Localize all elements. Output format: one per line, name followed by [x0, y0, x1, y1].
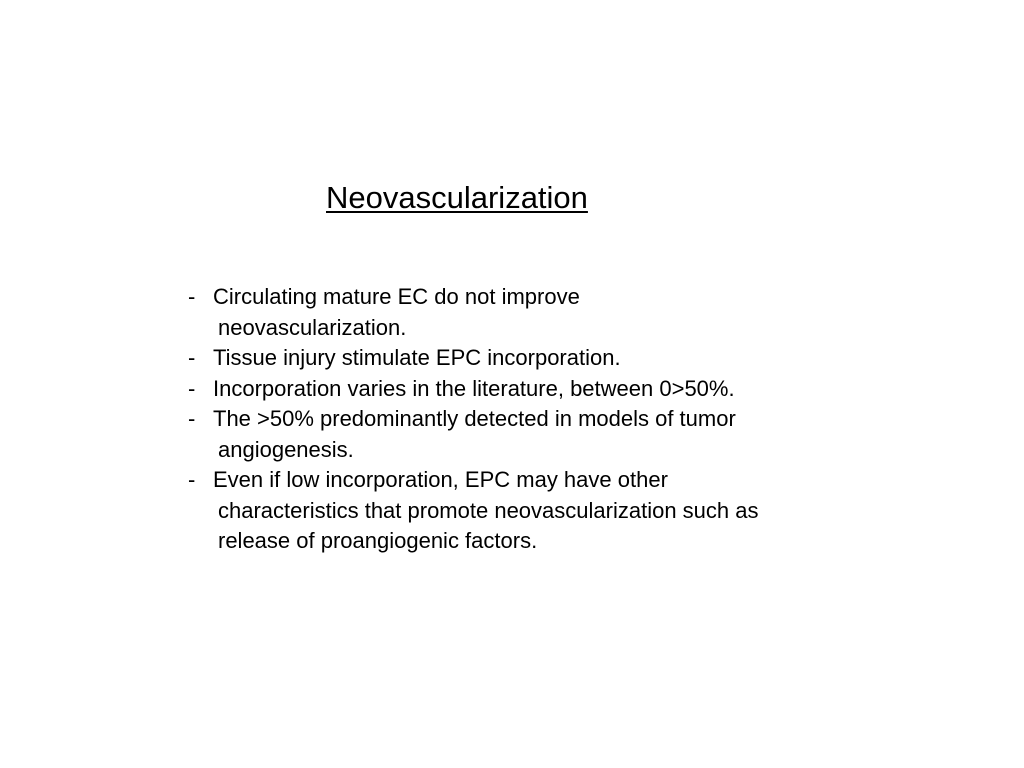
list-item: [188, 343, 888, 374]
bullet-text: Even if low incorporation, EPC may have other: [213, 467, 668, 492]
bullet-line: [188, 374, 888, 405]
bullet-line: [188, 343, 888, 374]
bullet-marker: -: [188, 406, 196, 431]
list-item: [188, 404, 888, 465]
bullet-text: Incorporation varies in the literature, between 0>50%.: [213, 375, 735, 401]
list-item: [188, 282, 888, 343]
bullet-line: [188, 404, 888, 435]
bullet-marker: -: [188, 467, 196, 492]
bullet-line: characteristics that promote neovascularization such as: [218, 497, 759, 523]
bullet-line: [188, 282, 888, 313]
bullet-marker: -: [188, 375, 196, 401]
bullet-list: [188, 282, 888, 557]
list-item: [188, 374, 888, 405]
bullet-marker: -: [188, 345, 196, 370]
bullet-text: Tissue injury stimulate EPC incorporation.: [213, 345, 621, 370]
bullet-text: The >50% predominantly detected in models of tumor: [213, 406, 736, 431]
bullet-line: angiogenesis.: [218, 436, 354, 462]
bullet-line: release of proangiogenic factors.: [218, 528, 538, 553]
slide-title: Neovascularization: [326, 180, 588, 215]
list-item: [188, 465, 888, 557]
bullet-text: Circulating mature EC do not improve: [213, 284, 580, 309]
bullet-line: neovascularization.: [218, 314, 407, 340]
bullet-marker: -: [188, 284, 196, 309]
bullet-line: [188, 465, 888, 496]
